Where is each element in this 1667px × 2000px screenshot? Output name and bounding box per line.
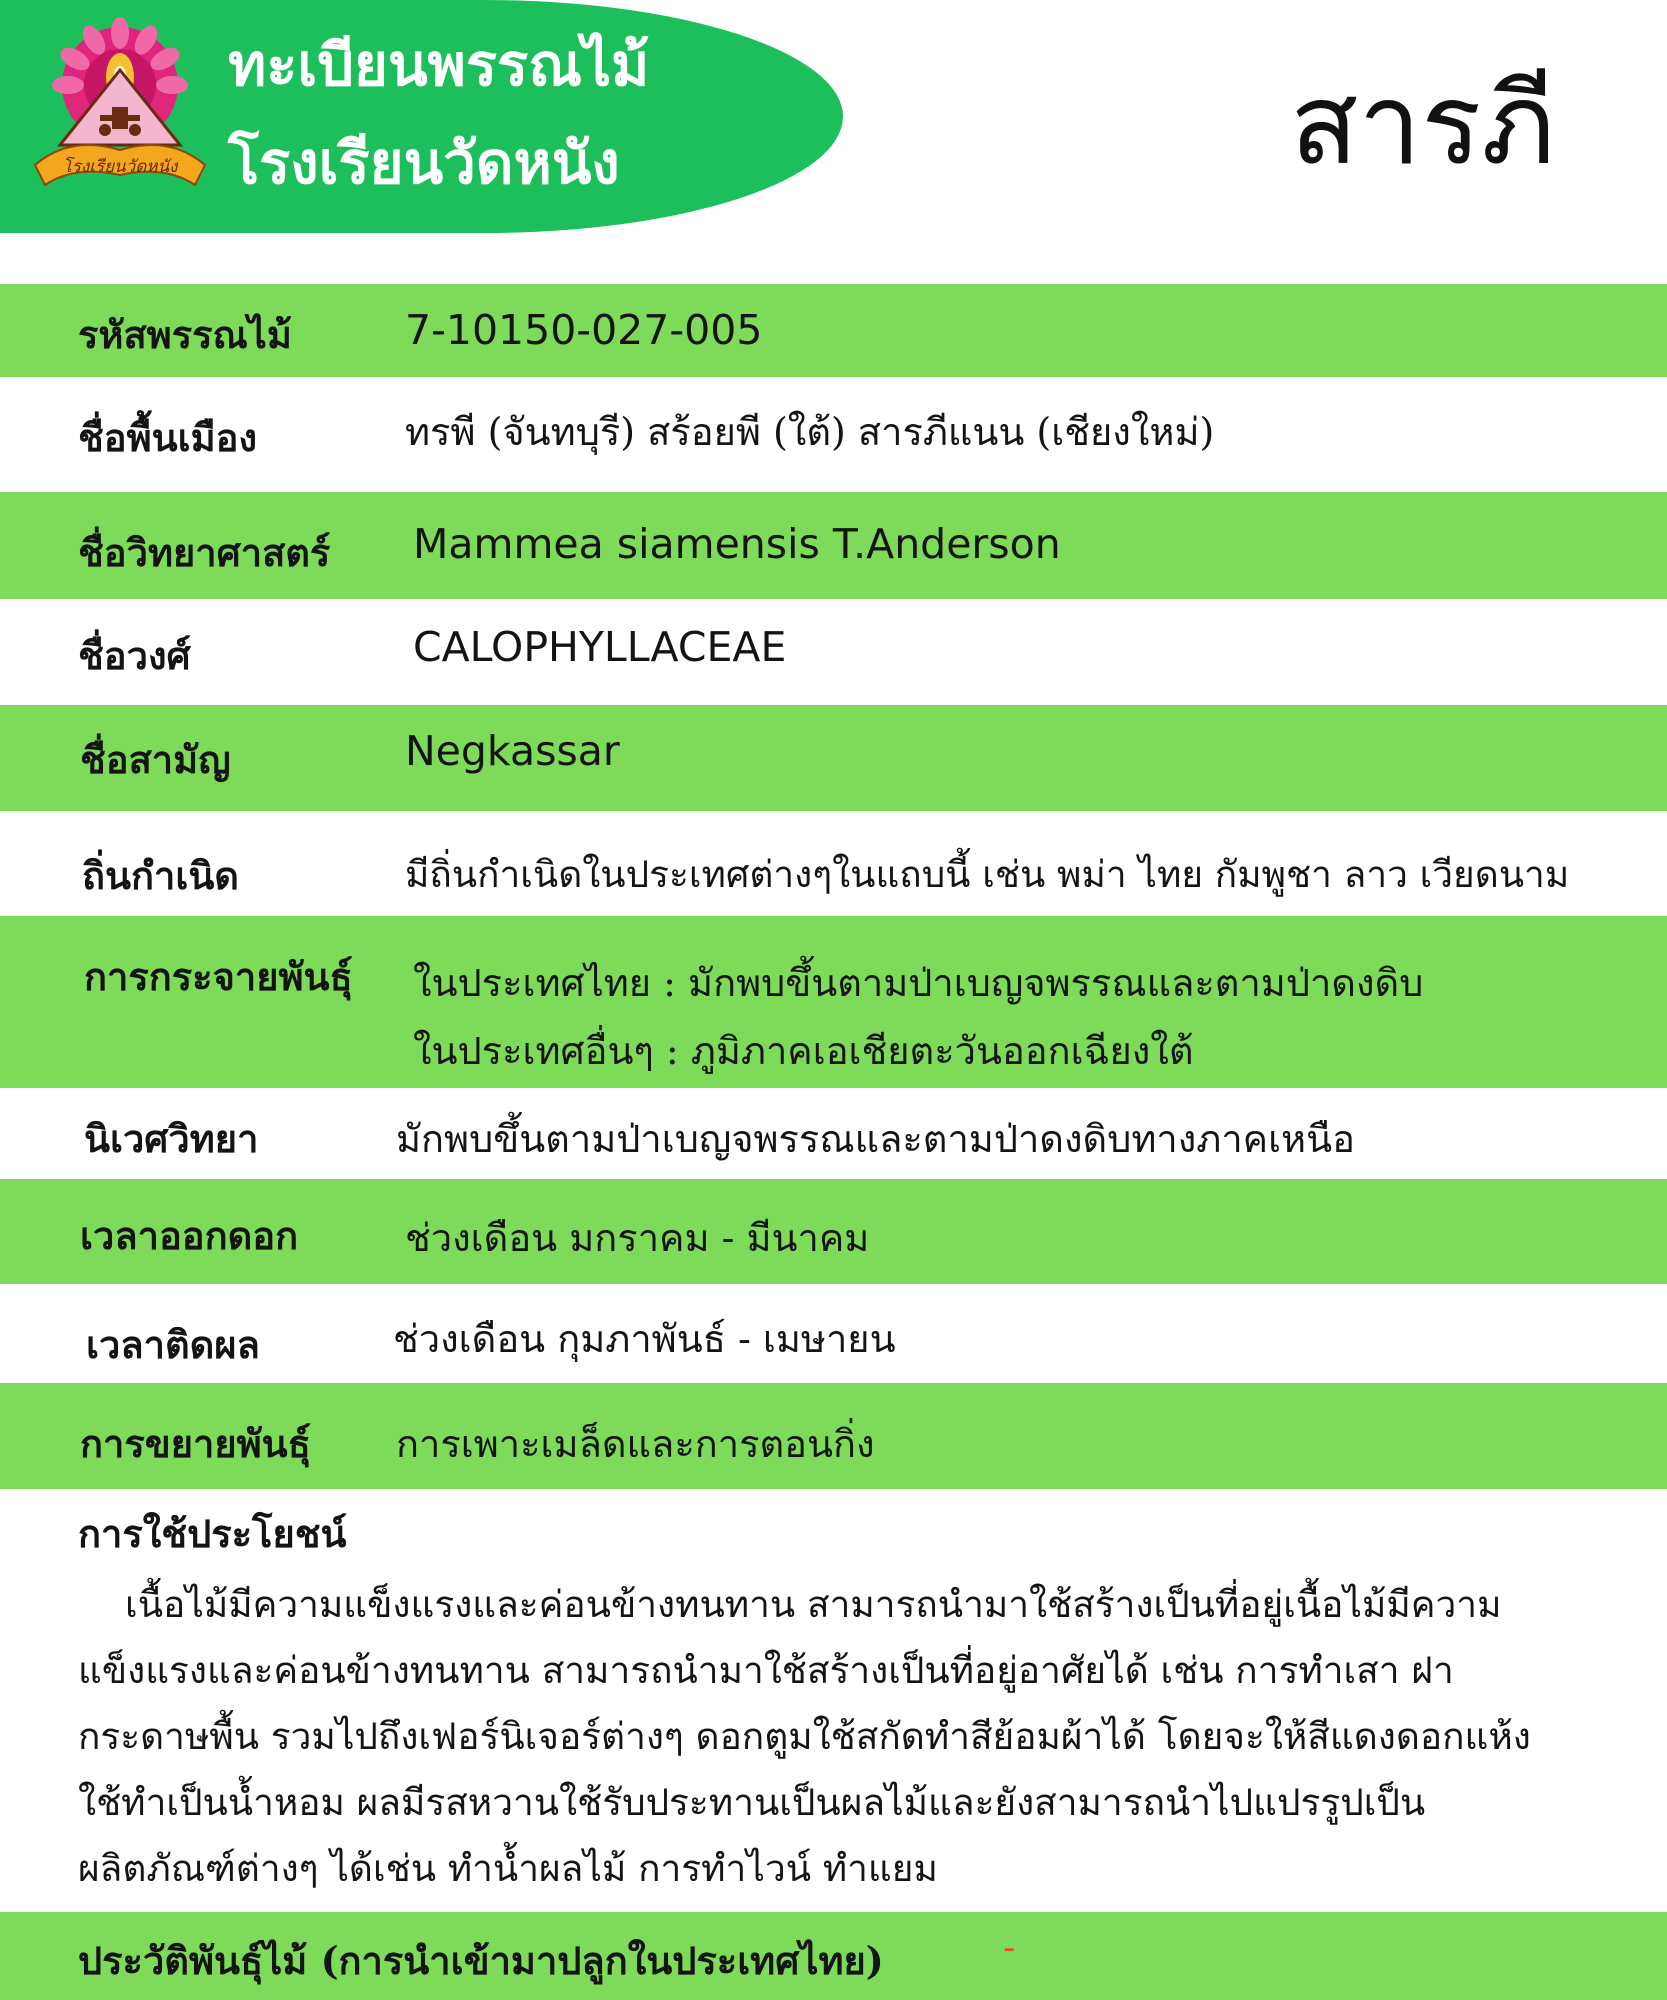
usage-line: ใช้ทำเป็นน้ำหอม ผลมีรสหวานใช้รับประทานเป็นผลไม้และยังสามารถนำไปแปรรูปเป็น [78,1781,1426,1824]
scientific-name-label: ชื่อวิทยาศาสตร์ [78,530,331,575]
row-local-name [0,377,1667,492]
row-fruiting-time [0,1284,1667,1383]
usage-line: ผลิตภัณฑ์ต่างๆ ได้เช่น ทำน้ำผลไม้ การทำไวน์ ทำแยม [78,1847,938,1890]
usage-line: เนื้อไม้มีความแข็งแรงและค่อนข้างทนทาน สามารถนำมาใช้สร้างเป็นที่อยู่เนื้อไม้มีความ [78,1583,1502,1626]
row-plant-code [0,284,1667,377]
row-ecology [0,1088,1667,1179]
row-propagation [0,1383,1667,1489]
origin-value: มีถิ่นกำเนิดในประเทศต่างๆในแถบนี้ เช่น พม่า ไทย กัมพูชา ลาว เวียดนาม [405,853,1570,896]
row-family [0,599,1667,705]
usage-title: การใช้ประโยชน์ [78,1511,347,1556]
common-name-label: ชื่อสามัญ [80,737,231,782]
family-value: CALOPHYLLACEAE [413,623,787,671]
distribution-value-thailand: ในประเทศไทย : มักพบขึ้นตามป่าเบญจพรรณและตามป่าดงดิบ [413,961,1424,1005]
usage-line: กระดาษพื้น รวมไปถึงเฟอร์นิเจอร์ต่างๆ ดอกตูมใช้สกัดทำสีย้อมผ้าได้ โดยจะให้สีแดงดอกแห้ง [78,1715,1531,1758]
flowering-time-label: เวลาออกดอก [80,1213,299,1258]
history-value: - [1003,1928,1016,1968]
propagation-value: การเพาะเมล็ดและการตอนกิ่ง [396,1422,875,1466]
ecology-label: นิเวศวิทยา [84,1116,259,1161]
header-title-line2: โรงเรียนวัดหนัง [228,129,620,197]
distribution-label: การกระจายพันธุ์ [84,954,353,999]
usage-paragraph [78,1572,1638,1902]
row-origin [0,811,1667,916]
local-name-label: ชื่อพื้นเมือง [78,415,258,460]
plant-code-label: รหัสพรรณไม้ [78,312,292,357]
plant-name: สารภี [1290,60,1556,190]
local-name-value: ทรพี (จันทบุรี) สร้อยพี (ใต้) สารภีแนน (เชียงใหม่) [405,410,1215,454]
ecology-value: มักพบขึ้นตามป่าเบญจพรรณและตามป่าดงดิบทางภาคเหนือ [396,1117,1355,1161]
history-title: ประวัติพันธุ์ไม้ (การนำเข้ามาปลูกในประเทศไทย) [78,1938,884,1983]
row-scientific-name [0,492,1667,599]
fruiting-time-label: เวลาติดผล [86,1322,260,1367]
flowering-time-value: ช่วงเดือน มกราคม - มีนาคม [405,1216,870,1260]
row-common-name [0,705,1667,811]
row-flowering-time [0,1179,1667,1284]
header-title-line1: ทะเบียนพรรณไม้ [228,31,650,99]
origin-label: ถิ่นกำเนิด [82,853,239,898]
plant-code-value: 7-10150-027-005 [405,306,763,354]
family-label: ชื่อวงศ์ [78,633,191,678]
row-distribution [0,916,1667,1088]
logo-badge-text: โรงเรียนวัดหนัง [62,157,178,177]
distribution-value-abroad: ในประเทศอื่นๆ : ภูมิภาคเอเชียตะวันออกเฉียงใต้ [413,1029,1194,1073]
scientific-name-value: Mammea siamensis T.Anderson [413,520,1061,568]
school-logo [30,15,210,210]
usage-line: แข็งแรงและค่อนข้างทนทาน สามารถนำมาใช้สร้างเป็นที่อยู่อาศัยได้ เช่น การทำเสา ฝา [78,1649,1454,1692]
propagation-label: การขยายพันธุ์ [80,1421,311,1466]
common-name-value: Negkassar [405,727,620,775]
fruiting-time-value: ช่วงเดือน กุมภาพันธ์ - เมษายน [393,1317,896,1361]
